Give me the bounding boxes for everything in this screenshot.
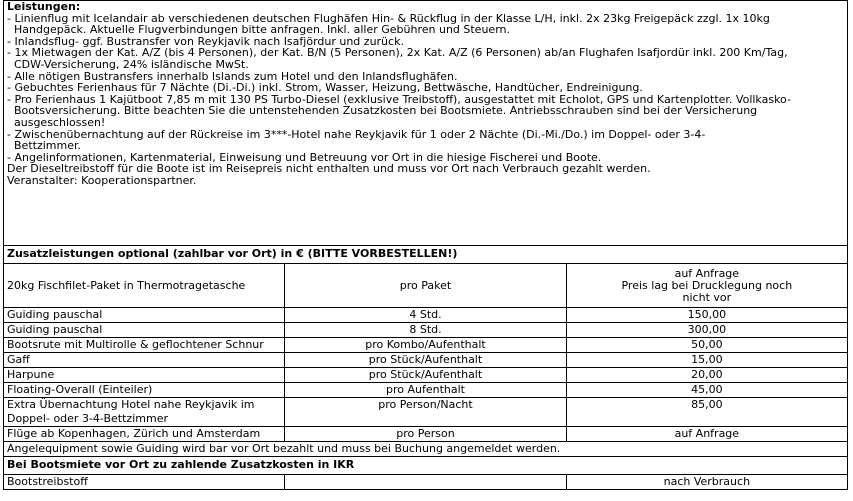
fischfilet-label: 20kg Fischfilet-Paket in Thermotragetasche	[4, 264, 285, 308]
row-label: Guiding pauschal	[4, 308, 285, 323]
leistungen-cell	[4, 1, 848, 246]
leistungen-item: Bootsversicherung. Bitte beachten Sie die untenstehenden Zusatzkosten bei Bootsmiete. Antriebsschrauben sind bei der Versicherung	[14, 104, 758, 118]
table-row	[4, 442, 848, 457]
row-label: Bootsrute mit Multirolle & geflochtener Schnur	[4, 338, 285, 353]
leistungen-item: - Alle nötigen Bustransfers innerhalb Islands zum Hotel und den Inlandsflughäfen.	[7, 69, 458, 83]
row-label: Gaff	[4, 353, 285, 368]
row-unit: pro Person	[285, 427, 566, 442]
row-price: 50,00	[566, 338, 847, 353]
table-row	[4, 383, 848, 398]
table-row	[4, 398, 848, 427]
leistungen-item: - Pro Ferienhaus 1 Kajütboot 7,85 m mit 130 PS Turbo-Diesel (exklusive Treibstoff), ausgestattet mit Echolot, GPS und Kartenplotter. Vollkasko-	[7, 92, 791, 106]
leistungen-item: - Linienflug mit Icelandair ab verschiedenen deutschen Flughäfen Hin- & Rückflug in der Klasse L/H, inkl. 2x 23kg Freigepäck zzgl. 1x 10kg	[7, 11, 770, 25]
leistungen-item: Veranstalter: Kooperationspartner.	[7, 173, 197, 187]
row-price: 85,00	[566, 398, 847, 427]
table-row	[4, 323, 848, 338]
fischfilet-price-line: nicht vor	[682, 290, 732, 304]
leistungen-item: - Zwischenübernachtung auf der Rückreise im 3***-Hotel nahe Reykjavik für 1 oder 2 Nächte (Di.-Mi./Do.) im Doppel- oder 3-4-	[7, 127, 706, 141]
table-row	[4, 427, 848, 442]
row-unit	[285, 475, 566, 490]
leistungen-item: - Angelinformationen, Kartenmaterial, Einweisung und Betreuung vor Ort in die hiesige Fischerei und Boote.	[7, 150, 602, 164]
row-label: Bootstreibstoff	[4, 475, 285, 490]
row-unit: pro Stück/Aufenthalt	[285, 368, 566, 383]
leistungen-item: Handgepäck. Aktuelle Flugverbindungen bitte anfragen. Inkl. aller Gebühren und Steuern.	[14, 23, 510, 37]
row-price: 20,00	[566, 368, 847, 383]
fischfilet-price	[566, 264, 847, 308]
row-price: auf Anfrage	[566, 427, 847, 442]
fischfilet-price-line: auf Anfrage	[674, 266, 740, 280]
leistungen-list	[7, 13, 844, 187]
leistungen-item: Bettzimmer.	[14, 139, 81, 153]
fischfilet-unit: pro Paket	[285, 264, 566, 308]
leistungen-item: Der Dieseltreibstoff für die Boote ist im Reisepreis nicht enthalten und muss vor Ort nach Verbrauch gezahlt werden.	[7, 162, 651, 176]
bootsmiete-header: Bei Bootsmiete vor Ort zu zahlende Zusatzkosten in IKR	[4, 457, 848, 475]
table-row	[4, 353, 848, 368]
table-row	[4, 338, 848, 353]
row-label: Flüge ab Kopenhagen, Zürich und Amsterdam	[4, 427, 285, 442]
table-row	[4, 368, 848, 383]
zusatz-note: Angelequipment sowie Guiding wird bar vor Ort bezahlt und muss bei Buchung angemeldet werden.	[4, 442, 848, 457]
row-unit: 8 Std.	[285, 323, 566, 338]
row-unit: pro Aufenthalt	[285, 383, 566, 398]
leistungen-item: - Gebuchtes Ferienhaus für 7 Nächte (Di.-Di.) inkl. Strom, Wasser, Heizung, Bettwäsche, Handtücher, Endreinigung.	[7, 81, 643, 95]
leistungen-item: ausgeschlossen!	[14, 115, 106, 129]
table-row	[4, 475, 848, 490]
row-price: 300,00	[566, 323, 847, 338]
leistungen-title: Leistungen:	[7, 0, 81, 13]
row-unit: pro Kombo/Aufenthalt	[285, 338, 566, 353]
row-label: Floating-Overall (Einteiler)	[4, 383, 285, 398]
leistungen-item: - 1x Mietwagen der Kat. A/Z (bis 4 Personen), der Kat. B/N (5 Personen), 2x Kat. A/Z (6 Personen) ab/an Flughafen Isafjordür inkl. 200 Km/Tag,	[7, 46, 788, 60]
row-label: Extra Übernachtung Hotel nahe Reykjavik im Doppel- oder 3-4-Bettzimmer	[4, 398, 285, 427]
row-price: 15,00	[566, 353, 847, 368]
row-unit: pro Person/Nacht	[285, 398, 566, 427]
row-price: nach Verbrauch	[566, 475, 847, 490]
offer-table	[3, 0, 848, 490]
zusatz-header: Zusatzleistungen optional (zahlbar vor Ort) in € (BITTE VORBESTELLEN!)	[4, 246, 848, 264]
row-label: Guiding pauschal	[4, 323, 285, 338]
leistungen-item: CDW-Versicherung, 24% isländische MwSt.	[14, 57, 249, 71]
leistungen-item: - Inlandsflug- ggf. Bustransfer von Reykjavik nach Isafjördur und zurück.	[7, 34, 404, 48]
row-label: Harpune	[4, 368, 285, 383]
row-price: 45,00	[566, 383, 847, 398]
table-row	[4, 308, 848, 323]
row-unit: pro Stück/Aufenthalt	[285, 353, 566, 368]
table-row	[4, 264, 848, 308]
row-unit: 4 Std.	[285, 308, 566, 323]
fischfilet-price-line: Preis lag bei Drucklegung noch	[621, 278, 793, 292]
row-price: 150,00	[566, 308, 847, 323]
